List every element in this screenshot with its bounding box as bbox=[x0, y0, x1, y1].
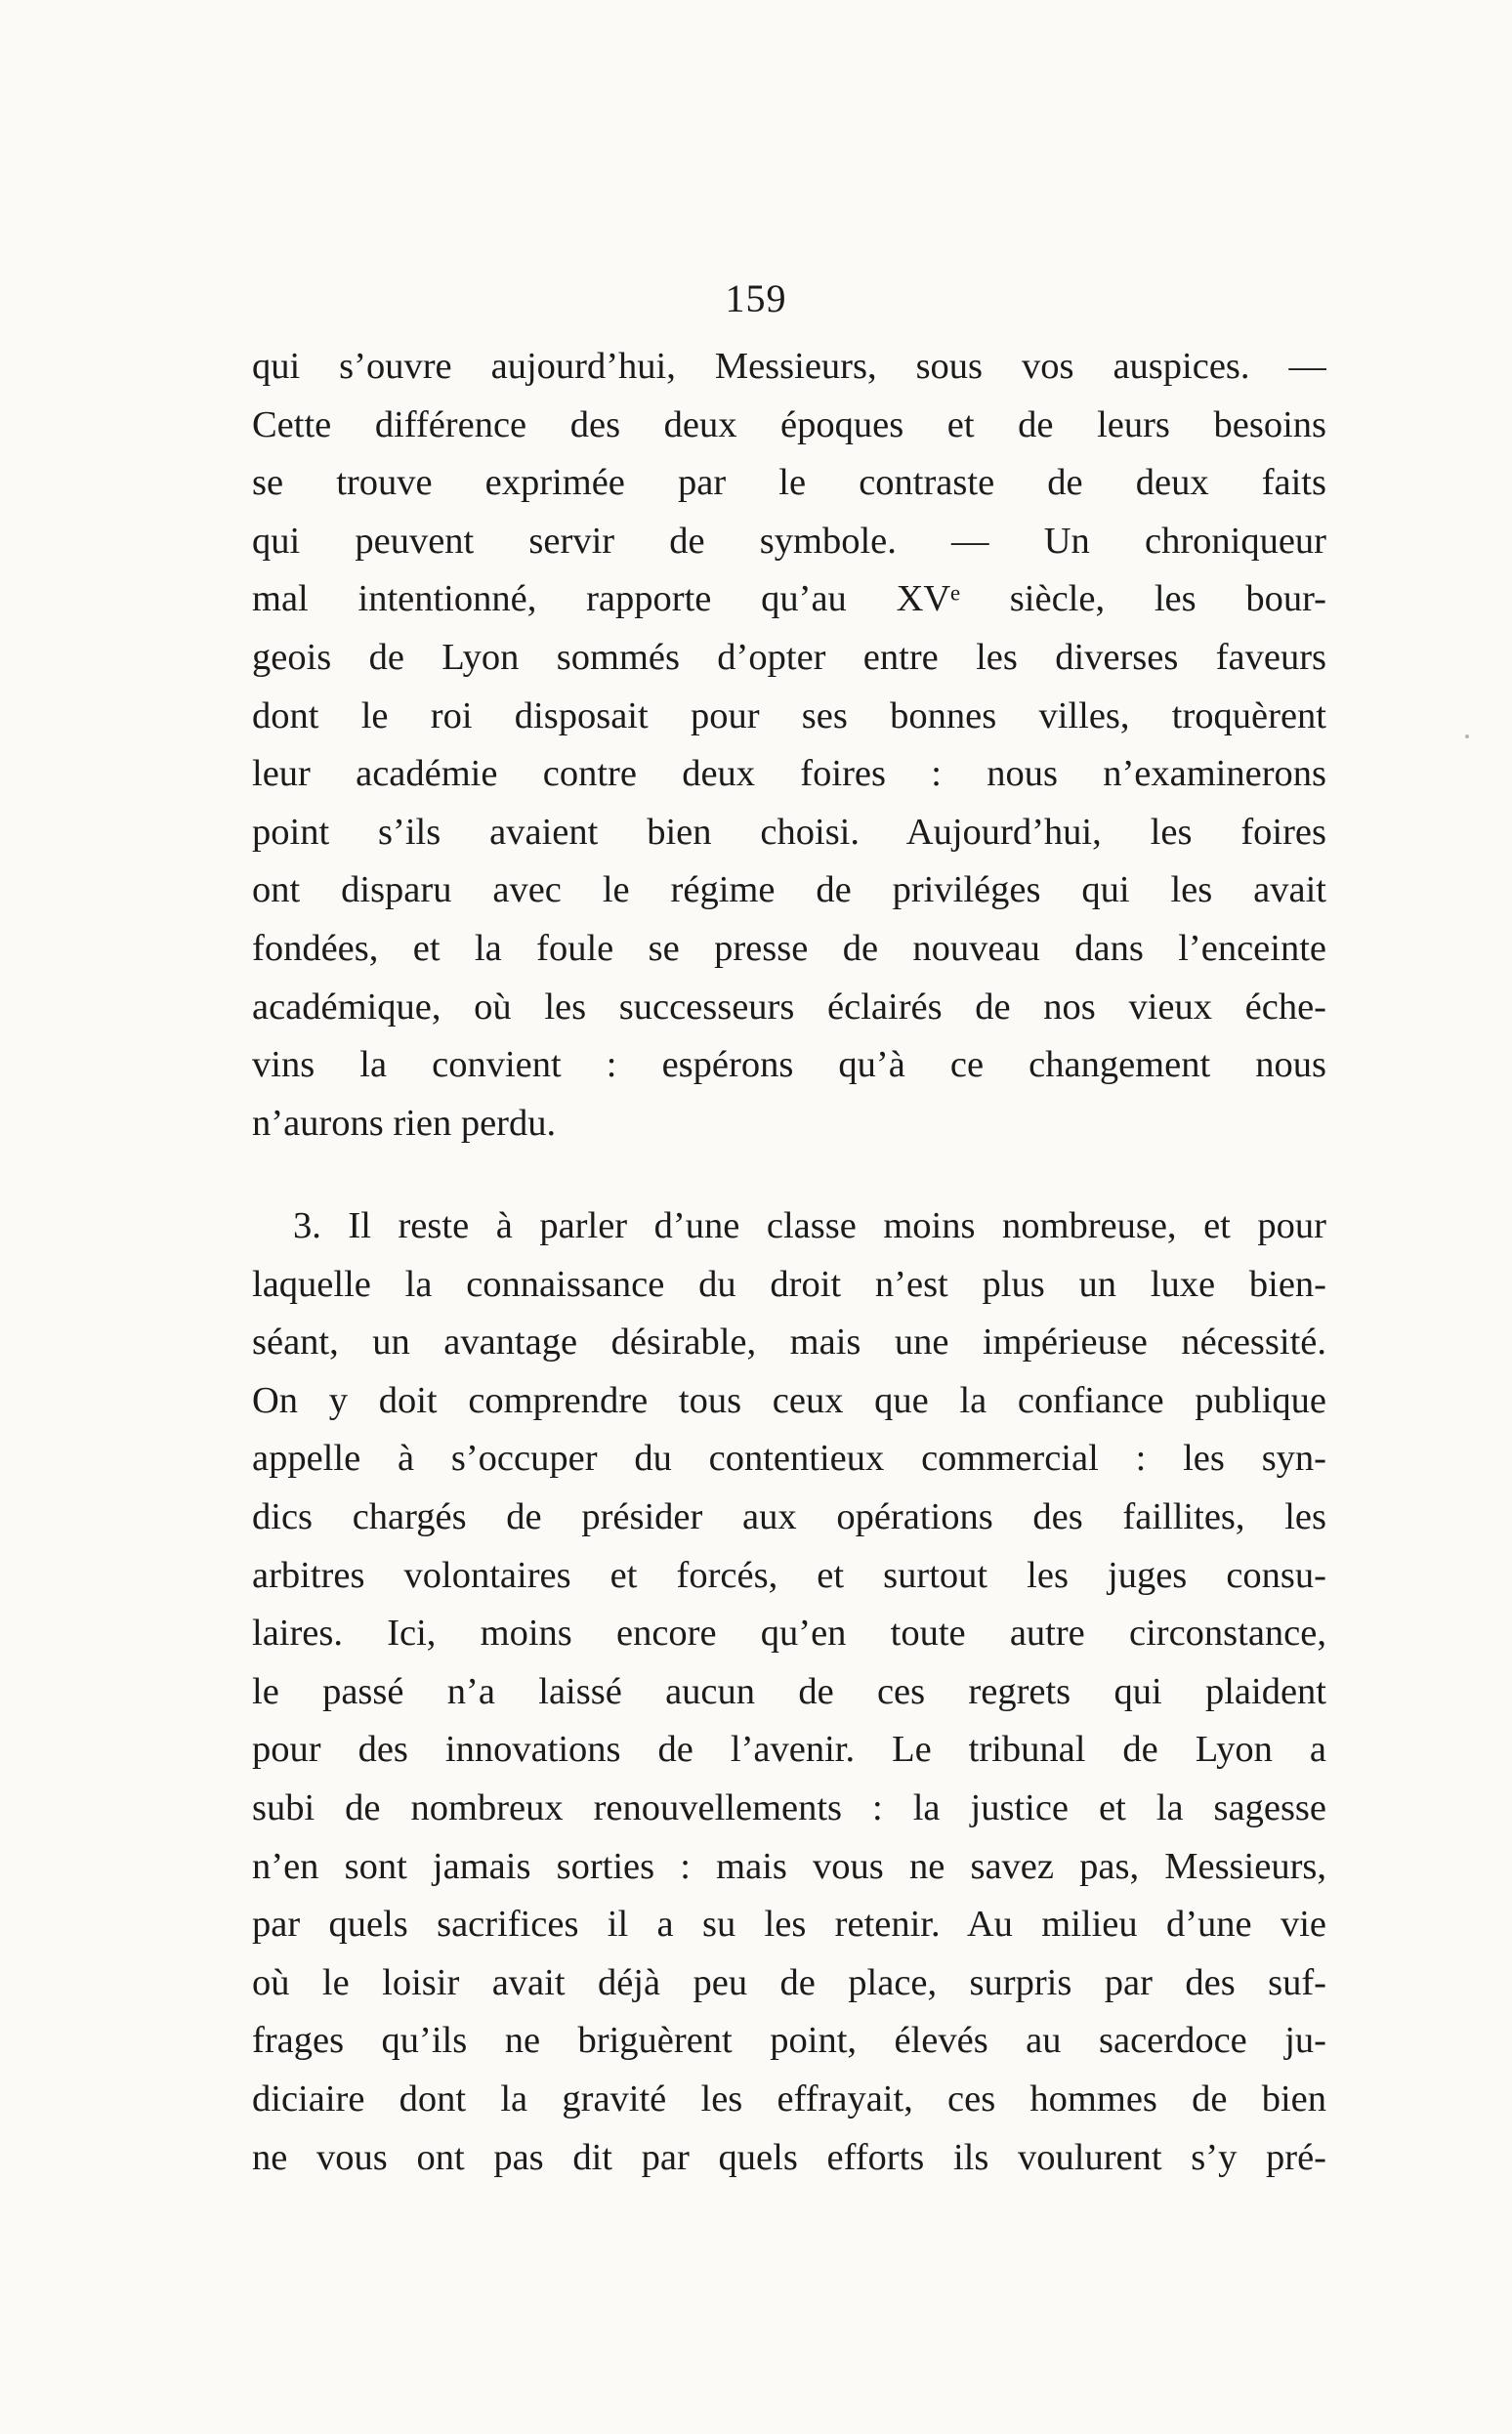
text-line: académique, où les successeurs éclairés de nos vieux éche- bbox=[252, 986, 1326, 1028]
text-line: appelle à s’occuper du contentieux commercial : les syn- bbox=[252, 1438, 1326, 1480]
text-line: point s’ils avaient bien choisi. Aujourd’hui, les foires bbox=[252, 811, 1326, 853]
text-line: où le loisir avait déjà peu de place, surpris par des suf- bbox=[252, 1961, 1326, 2003]
text-line: leur académie contre deux foires : nous n’examinerons bbox=[252, 753, 1326, 795]
text-line: laquelle la connaissance du droit n’est plus un luxe bien- bbox=[252, 1263, 1326, 1305]
text-line: geois de Lyon sommés d’opter entre les diverses faveurs bbox=[252, 636, 1326, 678]
text-line: fondées, et la foule se presse de nouveau dans l’enceinte bbox=[252, 927, 1326, 969]
text-line: vins la convient : espérons qu’à ce changement nous bbox=[252, 1044, 1326, 1086]
text-line: séant, un avantage désirable, mais une impérieuse nécessité. bbox=[252, 1322, 1326, 1364]
text-line: subi de nombreux renouvellements : la justice et la sagesse bbox=[252, 1786, 1326, 1828]
text-line: se trouve exprimée par le contraste de deux faits bbox=[252, 462, 1326, 504]
text-line: diciaire dont la gravité les effrayait, ces hommes de bien bbox=[252, 2077, 1326, 2119]
text-line: par quels sacrifices il a su les retenir. Au milieu d’une vie bbox=[252, 1904, 1326, 1946]
text-line: laires. Ici, moins encore qu’en toute autre circonstance, bbox=[252, 1613, 1326, 1655]
paragraph-2 bbox=[252, 1197, 1326, 2187]
text-line: n’aurons rien perdu. bbox=[252, 1102, 557, 1144]
text-line: n’en sont jamais sorties : mais vous ne savez pas, Messieurs, bbox=[252, 1845, 1326, 1887]
text-line: arbitres volontaires et forcés, et surtout les juges consu- bbox=[252, 1554, 1326, 1596]
text-line: 3. Il reste à parler d’une classe moins nombreuse, et pour bbox=[293, 1205, 1326, 1246]
text-line: mal intentionné, rapporte qu’au XVᵉ siècle, les bour- bbox=[252, 578, 1326, 620]
text-line: dont le roi disposait pour ses bonnes villes, troquèrent bbox=[252, 694, 1326, 736]
paper-speck bbox=[1465, 734, 1469, 738]
text-line: le passé n’a laissé aucun de ces regrets qui plaident bbox=[252, 1670, 1326, 1712]
text-line: dics chargés de présider aux opérations des faillites, les bbox=[252, 1495, 1326, 1537]
text-line: qui peuvent servir de symbole. — Un chroniqueur bbox=[252, 520, 1326, 562]
text-line: ne vous ont pas dit par quels efforts ils voulurent s’y pré- bbox=[252, 2136, 1326, 2178]
paragraph-1 bbox=[252, 338, 1326, 1153]
text-line: pour des innovations de l’avenir. Le tribunal de Lyon a bbox=[252, 1729, 1326, 1771]
text-line: qui s’ouvre aujourd’hui, Messieurs, sous vos auspices. — bbox=[252, 346, 1326, 387]
page-number: 159 bbox=[725, 276, 787, 320]
text-line: frages qu’ils ne briguèrent point, élevés au sacerdoce ju- bbox=[252, 2020, 1326, 2062]
text-line: Cette différence des deux époques et de leurs besoins bbox=[252, 403, 1326, 445]
text-line: On y doit comprendre tous ceux que la confiance publique bbox=[252, 1379, 1326, 1421]
text-line: ont disparu avec le régime de priviléges qui les avait bbox=[252, 869, 1326, 911]
